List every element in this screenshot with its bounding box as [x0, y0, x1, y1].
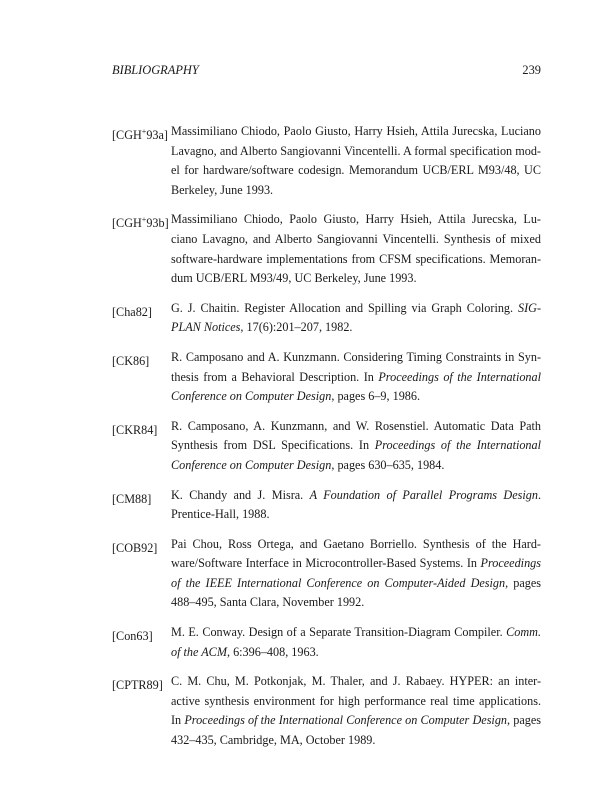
citation-line: [171, 643, 541, 663]
citation-segment: Massimiliano Chiodo, Paolo Giusto, Harry Hsieh, Attila Jurecska, Luciano: [171, 124, 541, 138]
citation-line: [171, 250, 541, 270]
citation-line: [171, 230, 541, 250]
citation-segment: , pages 6–9, 1986.: [331, 389, 421, 404]
citation-key: [112, 299, 152, 323]
citation-key-part: 93b]: [146, 216, 169, 231]
page-number: 239: [522, 63, 541, 77]
citation-segment: Lavagno, and Alberto Sangiovanni Vincentelli. A formal specification mod-: [171, 143, 541, 158]
bib-entry: [112, 210, 541, 288]
citation-venue: SIG-: [517, 300, 541, 315]
citation-segment: thesis from a Behavioral Description. In: [171, 369, 379, 384]
citation-line: [171, 269, 541, 289]
citation-text: [171, 535, 541, 613]
citation-segment: ware/Software Interface in Microcontroller-Based Systems. In: [171, 556, 481, 571]
citation-line: [171, 318, 541, 338]
citation-key-part: [CPTR89]: [112, 678, 163, 693]
citation-segment: .: [537, 487, 541, 502]
citation-text: [171, 122, 541, 200]
citation-segment: , pages: [507, 713, 542, 728]
citation-line: [171, 181, 541, 201]
citation-venue: Conference on Computer Design: [171, 389, 332, 404]
citation-segment: Pai Chou, Ross Ortega, and Gaetano Borriello. Synthesis of the Hard-: [171, 536, 541, 551]
citation-segment: , pages: [505, 575, 542, 590]
citation-line: [171, 456, 541, 476]
citation-text: [171, 672, 541, 750]
citation-segment: R. Camposano and A. Kunzmann. Considering Timing Constraints in Syn-: [171, 349, 541, 364]
citation-key: [112, 623, 153, 647]
bib-entry: [112, 348, 541, 407]
citation-line: [171, 417, 541, 437]
bib-entry: [112, 623, 541, 662]
citation-segment: 488–495, Santa Clara, November 1992.: [171, 595, 365, 610]
citation-line: [171, 623, 541, 643]
bibliography-list: [112, 122, 541, 761]
bib-entry: [112, 672, 541, 750]
citation-line: [171, 368, 541, 388]
citation-segment: 432–435, Cambridge, MA, October 1989.: [171, 733, 376, 748]
citation-text: [171, 299, 541, 338]
citation-venue: Proceedings of the International: [374, 438, 542, 453]
citation-key: [112, 486, 151, 510]
running-header: [112, 63, 541, 78]
citation-text: [171, 210, 541, 288]
citation-key-part: [CGH: [112, 128, 142, 143]
citation-key-part: 93a]: [146, 128, 168, 143]
citation-key: [112, 672, 163, 696]
citation-text: [171, 417, 541, 476]
citation-key-part: +: [141, 127, 147, 136]
citation-segment: Berkeley, June 1993.: [171, 182, 274, 197]
citation-segment: In: [171, 713, 185, 728]
citation-line: [171, 731, 541, 751]
citation-line: [171, 436, 541, 456]
citation-segment: M. E. Conway. Design of a Separate Transition-Diagram Compiler.: [171, 625, 507, 640]
citation-key-part: [CKR84]: [112, 422, 158, 437]
citation-segment: el for hardware/software codesign. Memorandum UCB/ERL M93/48, UC: [171, 163, 541, 178]
citation-line: [171, 554, 541, 574]
citation-key: [112, 535, 157, 559]
citation-segment: Synthesis from DSL Specifications. In: [171, 438, 375, 453]
citation-text: [171, 623, 541, 662]
citation-segment: G. J. Chaitin. Register Allocation and Spilling via Graph Coloring.: [171, 300, 518, 315]
citation-segment: , 6:396–408, 1963.: [226, 644, 319, 659]
citation-line: [171, 672, 541, 692]
citation-key: [112, 348, 149, 372]
citation-line: [171, 142, 541, 162]
citation-line: [171, 348, 541, 368]
citation-key-part: [Con63]: [112, 629, 153, 644]
citation-line: [171, 505, 541, 525]
bib-entry: [112, 486, 541, 525]
citation-key: [112, 210, 169, 234]
citation-segment: ciano Lavagno, and Alberto Sangiovanni Vincentelli. Synthesis of mixed: [171, 231, 541, 246]
citation-text: [171, 486, 541, 525]
citation-segment: R. Camposano, A. Kunzmann, and W. Rosenstiel. Automatic Data Path: [171, 418, 541, 433]
citation-segment: K. Chandy and J. Misra.: [171, 487, 310, 502]
citation-venue: Proceedings of the International: [378, 369, 541, 384]
running-title: BIBLIOGRAPHY: [112, 63, 199, 77]
citation-line: [171, 161, 541, 181]
citation-key-part: [CM88]: [112, 491, 152, 506]
citation-key-part: [CK86]: [112, 354, 150, 368]
citation-venue: Proceedings of the International Conference on Computer Design: [184, 713, 508, 728]
citation-line: [171, 486, 541, 506]
citation-segment: , 17(6):201–207, 1982.: [240, 320, 353, 335]
citation-venue: Proceedings: [480, 556, 541, 571]
citation-segment: C. M. Chu, M. Potkonjak, M. Thaler, and J. Rabaey. HYPER: an inter-: [171, 674, 541, 689]
citation-segment: Massimiliano Chiodo, Paolo Giusto, Harry Hsieh, Attila Jurecska, Lu-: [171, 212, 541, 227]
citation-segment: , pages 630–635, 1984.: [331, 457, 445, 472]
citation-line: [171, 574, 541, 594]
citation-venue: PLAN Notices: [171, 320, 241, 335]
citation-venue: A Foundation of Parallel Programs Design: [309, 487, 538, 502]
citation-text: [171, 348, 541, 407]
bib-entry: [112, 535, 541, 613]
bib-entry: [112, 417, 541, 476]
citation-key: [112, 417, 157, 441]
citation-key-part: [Cha82]: [112, 304, 152, 319]
citation-line: [171, 210, 541, 230]
citation-key: [112, 122, 168, 146]
citation-line: [171, 535, 541, 555]
citation-key-part: [COB92]: [112, 540, 158, 555]
citation-line: [171, 692, 541, 712]
citation-line: [171, 122, 541, 142]
citation-venue: Conference on Computer Design: [171, 457, 332, 472]
citation-key-part: +: [141, 215, 147, 225]
citation-segment: Prentice-Hall, 1988.: [171, 507, 270, 522]
bib-entry: [112, 122, 541, 200]
citation-segment: active synthesis environment for high performance real time applications.: [171, 693, 541, 708]
citation-line: [171, 387, 541, 407]
bib-entry: [112, 299, 541, 338]
citation-line: [171, 711, 541, 731]
citation-segment: software-hardware implementations from CFSM specifications. Memoran-: [171, 251, 541, 266]
citation-venue: of the ACM: [171, 644, 227, 659]
citation-venue: of the IEEE International Conference on Computer-Aided Design: [171, 575, 506, 590]
citation-key-part: [CGH: [112, 216, 142, 231]
citation-segment: dum UCB/ERL M93/49, UC Berkeley, June 1993.: [171, 271, 417, 286]
citation-venue: Comm.: [506, 625, 541, 640]
citation-line: [171, 299, 541, 319]
citation-line: [171, 593, 541, 613]
